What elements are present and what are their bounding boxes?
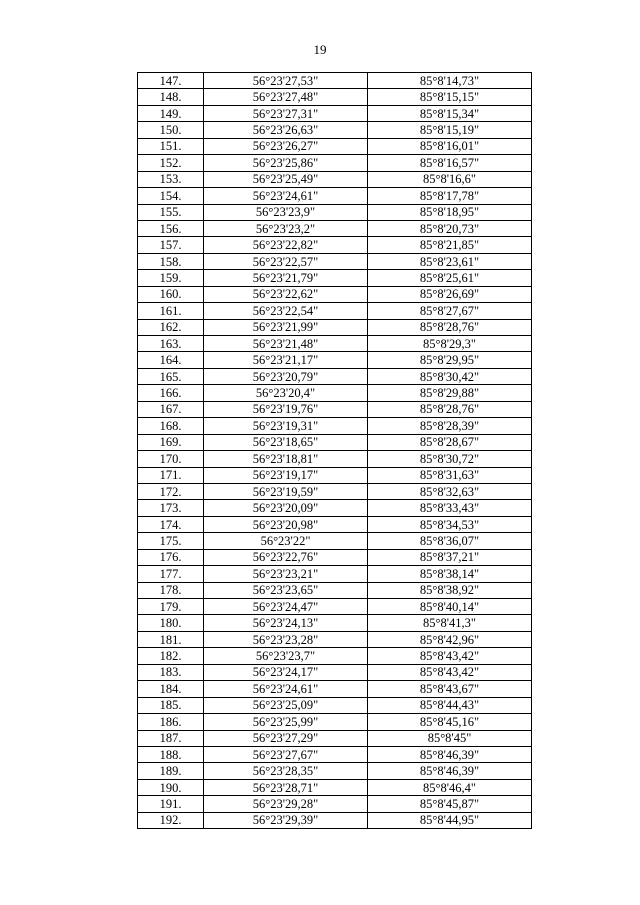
- point-number-cell: 181.: [138, 631, 204, 647]
- latitude-cell: 56°23'24,61": [204, 681, 368, 697]
- latitude-cell: 56°23'22,54": [204, 303, 368, 319]
- point-number-cell: 161.: [138, 303, 204, 319]
- point-number-cell: 153.: [138, 171, 204, 187]
- latitude-cell: 56°23'25,99": [204, 714, 368, 730]
- table-row: [138, 73, 532, 89]
- longitude-cell: 85°8'45": [368, 730, 532, 746]
- latitude-cell: 56°23'22,62": [204, 286, 368, 302]
- table-row: [138, 270, 532, 286]
- table-row: [138, 204, 532, 220]
- point-number-cell: 159.: [138, 270, 204, 286]
- latitude-cell: 56°23'24,17": [204, 664, 368, 680]
- table-row: [138, 319, 532, 335]
- point-number-cell: 185.: [138, 697, 204, 713]
- longitude-cell: 85°8'34,53": [368, 516, 532, 532]
- point-number-cell: 188.: [138, 746, 204, 762]
- latitude-cell: 56°23'22,76": [204, 549, 368, 565]
- longitude-cell: 85°8'44,95": [368, 812, 532, 828]
- table-row: [138, 303, 532, 319]
- longitude-cell: 85°8'16,57": [368, 155, 532, 171]
- latitude-cell: 56°23'22": [204, 533, 368, 549]
- point-number-cell: 163.: [138, 336, 204, 352]
- longitude-cell: 85°8'29,3": [368, 336, 532, 352]
- latitude-cell: 56°23'20,79": [204, 368, 368, 384]
- latitude-cell: 56°23'27,31": [204, 105, 368, 121]
- table-row: [138, 615, 532, 631]
- longitude-cell: 85°8'29,88": [368, 385, 532, 401]
- latitude-cell: 56°23'24,47": [204, 599, 368, 615]
- latitude-cell: 56°23'24,61": [204, 188, 368, 204]
- point-number-cell: 149.: [138, 105, 204, 121]
- point-number-cell: 162.: [138, 319, 204, 335]
- table-row: [138, 122, 532, 138]
- longitude-cell: 85°8'45,16": [368, 714, 532, 730]
- latitude-cell: 56°23'19,17": [204, 467, 368, 483]
- point-number-cell: 157.: [138, 237, 204, 253]
- point-number-cell: 156.: [138, 220, 204, 236]
- longitude-cell: 85°8'15,19": [368, 122, 532, 138]
- latitude-cell: 56°23'21,79": [204, 270, 368, 286]
- latitude-cell: 56°23'21,99": [204, 319, 368, 335]
- longitude-cell: 85°8'16,6": [368, 171, 532, 187]
- table-row: [138, 599, 532, 615]
- longitude-cell: 85°8'15,15": [368, 89, 532, 105]
- latitude-cell: 56°23'23,65": [204, 582, 368, 598]
- table-row: [138, 352, 532, 368]
- table-row: [138, 566, 532, 582]
- latitude-cell: 56°23'20,09": [204, 500, 368, 516]
- point-number-cell: 187.: [138, 730, 204, 746]
- table-row: [138, 237, 532, 253]
- point-number-cell: 179.: [138, 599, 204, 615]
- latitude-cell: 56°23'23,9": [204, 204, 368, 220]
- longitude-cell: 85°8'28,67": [368, 434, 532, 450]
- longitude-cell: 85°8'31,63": [368, 467, 532, 483]
- point-number-cell: 175.: [138, 533, 204, 549]
- latitude-cell: 56°23'25,09": [204, 697, 368, 713]
- longitude-cell: 85°8'28,76": [368, 401, 532, 417]
- point-number-cell: 165.: [138, 368, 204, 384]
- table-row: [138, 368, 532, 384]
- point-number-cell: 150.: [138, 122, 204, 138]
- table-row: [138, 763, 532, 779]
- point-number-cell: 171.: [138, 467, 204, 483]
- table-row: [138, 796, 532, 812]
- point-number-cell: 192.: [138, 812, 204, 828]
- longitude-cell: 85°8'42,96": [368, 631, 532, 647]
- longitude-cell: 85°8'33,43": [368, 500, 532, 516]
- table-row: [138, 516, 532, 532]
- longitude-cell: 85°8'25,61": [368, 270, 532, 286]
- longitude-cell: 85°8'28,76": [368, 319, 532, 335]
- longitude-cell: 85°8'14,73": [368, 73, 532, 89]
- latitude-cell: 56°23'22,57": [204, 253, 368, 269]
- latitude-cell: 56°23'23,21": [204, 566, 368, 582]
- latitude-cell: 56°23'26,63": [204, 122, 368, 138]
- table-row: [138, 89, 532, 105]
- point-number-cell: 182.: [138, 648, 204, 664]
- latitude-cell: 56°23'20,98": [204, 516, 368, 532]
- point-number-cell: 147.: [138, 73, 204, 89]
- table-row: [138, 188, 532, 204]
- point-number-cell: 186.: [138, 714, 204, 730]
- longitude-cell: 85°8'27,67": [368, 303, 532, 319]
- longitude-cell: 85°8'30,72": [368, 451, 532, 467]
- latitude-cell: 56°23'29,28": [204, 796, 368, 812]
- longitude-cell: 85°8'29,95": [368, 352, 532, 368]
- latitude-cell: 56°23'27,29": [204, 730, 368, 746]
- longitude-cell: 85°8'44,43": [368, 697, 532, 713]
- point-number-cell: 183.: [138, 664, 204, 680]
- point-number-cell: 176.: [138, 549, 204, 565]
- latitude-cell: 56°23'25,49": [204, 171, 368, 187]
- latitude-cell: 56°23'29,39": [204, 812, 368, 828]
- point-number-cell: 184.: [138, 681, 204, 697]
- longitude-cell: 85°8'46,39": [368, 746, 532, 762]
- table-row: [138, 533, 532, 549]
- longitude-cell: 85°8'41,3": [368, 615, 532, 631]
- table-row: [138, 730, 532, 746]
- latitude-cell: 56°23'20,4": [204, 385, 368, 401]
- table-row: [138, 155, 532, 171]
- latitude-cell: 56°23'23,28": [204, 631, 368, 647]
- latitude-cell: 56°23'18,81": [204, 451, 368, 467]
- longitude-cell: 85°8'28,39": [368, 418, 532, 434]
- latitude-cell: 56°23'19,31": [204, 418, 368, 434]
- longitude-cell: 85°8'36,07": [368, 533, 532, 549]
- point-number-cell: 191.: [138, 796, 204, 812]
- latitude-cell: 56°23'21,48": [204, 336, 368, 352]
- latitude-cell: 56°23'22,82": [204, 237, 368, 253]
- longitude-cell: 85°8'38,92": [368, 582, 532, 598]
- table-row: [138, 286, 532, 302]
- table-row: [138, 812, 532, 828]
- latitude-cell: 56°23'19,76": [204, 401, 368, 417]
- table-row: [138, 385, 532, 401]
- table-row: [138, 401, 532, 417]
- latitude-cell: 56°23'27,53": [204, 73, 368, 89]
- latitude-cell: 56°23'24,13": [204, 615, 368, 631]
- longitude-cell: 85°8'32,63": [368, 483, 532, 499]
- point-number-cell: 170.: [138, 451, 204, 467]
- table-row: [138, 648, 532, 664]
- point-number-cell: 172.: [138, 483, 204, 499]
- latitude-cell: 56°23'23,2": [204, 220, 368, 236]
- table-row: [138, 549, 532, 565]
- point-number-cell: 160.: [138, 286, 204, 302]
- latitude-cell: 56°23'23,7": [204, 648, 368, 664]
- table-row: [138, 483, 532, 499]
- point-number-cell: 166.: [138, 385, 204, 401]
- table-row: [138, 451, 532, 467]
- longitude-cell: 85°8'46,39": [368, 763, 532, 779]
- page-number: 19: [313, 42, 327, 57]
- point-number-cell: 148.: [138, 89, 204, 105]
- longitude-cell: 85°8'21,85": [368, 237, 532, 253]
- table-row: [138, 697, 532, 713]
- table-row: [138, 664, 532, 680]
- point-number-cell: 167.: [138, 401, 204, 417]
- table-row: [138, 105, 532, 121]
- latitude-cell: 56°23'28,71": [204, 779, 368, 795]
- point-number-cell: 178.: [138, 582, 204, 598]
- longitude-cell: 85°8'46,4": [368, 779, 532, 795]
- longitude-cell: 85°8'40,14": [368, 599, 532, 615]
- point-number-cell: 177.: [138, 566, 204, 582]
- point-number-cell: 164.: [138, 352, 204, 368]
- table-row: [138, 714, 532, 730]
- table-row: [138, 418, 532, 434]
- table-row: [138, 336, 532, 352]
- latitude-cell: 56°23'28,35": [204, 763, 368, 779]
- latitude-cell: 56°23'27,67": [204, 746, 368, 762]
- longitude-cell: 85°8'37,21": [368, 549, 532, 565]
- longitude-cell: 85°8'16,01": [368, 138, 532, 154]
- longitude-cell: 85°8'17,78": [368, 188, 532, 204]
- point-number-cell: 152.: [138, 155, 204, 171]
- table-row: [138, 681, 532, 697]
- longitude-cell: 85°8'18,95": [368, 204, 532, 220]
- coordinates-table-body: [138, 73, 532, 829]
- table-row: [138, 434, 532, 450]
- point-number-cell: 174.: [138, 516, 204, 532]
- table-row: [138, 582, 532, 598]
- point-number-cell: 190.: [138, 779, 204, 795]
- point-number-cell: 173.: [138, 500, 204, 516]
- table-row: [138, 220, 532, 236]
- longitude-cell: 85°8'30,42": [368, 368, 532, 384]
- longitude-cell: 85°8'38,14": [368, 566, 532, 582]
- point-number-cell: 180.: [138, 615, 204, 631]
- latitude-cell: 56°23'21,17": [204, 352, 368, 368]
- longitude-cell: 85°8'20,73": [368, 220, 532, 236]
- point-number-cell: 151.: [138, 138, 204, 154]
- table-row: [138, 171, 532, 187]
- point-number-cell: 158.: [138, 253, 204, 269]
- latitude-cell: 56°23'18,65": [204, 434, 368, 450]
- longitude-cell: 85°8'43,67": [368, 681, 532, 697]
- table-row: [138, 631, 532, 647]
- latitude-cell: 56°23'26,27": [204, 138, 368, 154]
- longitude-cell: 85°8'43,42": [368, 664, 532, 680]
- table-row: [138, 253, 532, 269]
- longitude-cell: 85°8'15,34": [368, 105, 532, 121]
- table-row: [138, 746, 532, 762]
- point-number-cell: 155.: [138, 204, 204, 220]
- latitude-cell: 56°23'19,59": [204, 483, 368, 499]
- longitude-cell: 85°8'26,69": [368, 286, 532, 302]
- table-row: [138, 779, 532, 795]
- table-row: [138, 138, 532, 154]
- longitude-cell: 85°8'43,42": [368, 648, 532, 664]
- latitude-cell: 56°23'27,48": [204, 89, 368, 105]
- longitude-cell: 85°8'45,87": [368, 796, 532, 812]
- latitude-cell: 56°23'25,86": [204, 155, 368, 171]
- point-number-cell: 169.: [138, 434, 204, 450]
- point-number-cell: 154.: [138, 188, 204, 204]
- point-number-cell: 189.: [138, 763, 204, 779]
- table-row: [138, 467, 532, 483]
- longitude-cell: 85°8'23,61": [368, 253, 532, 269]
- table-row: [138, 500, 532, 516]
- coordinates-table: [137, 72, 532, 829]
- point-number-cell: 168.: [138, 418, 204, 434]
